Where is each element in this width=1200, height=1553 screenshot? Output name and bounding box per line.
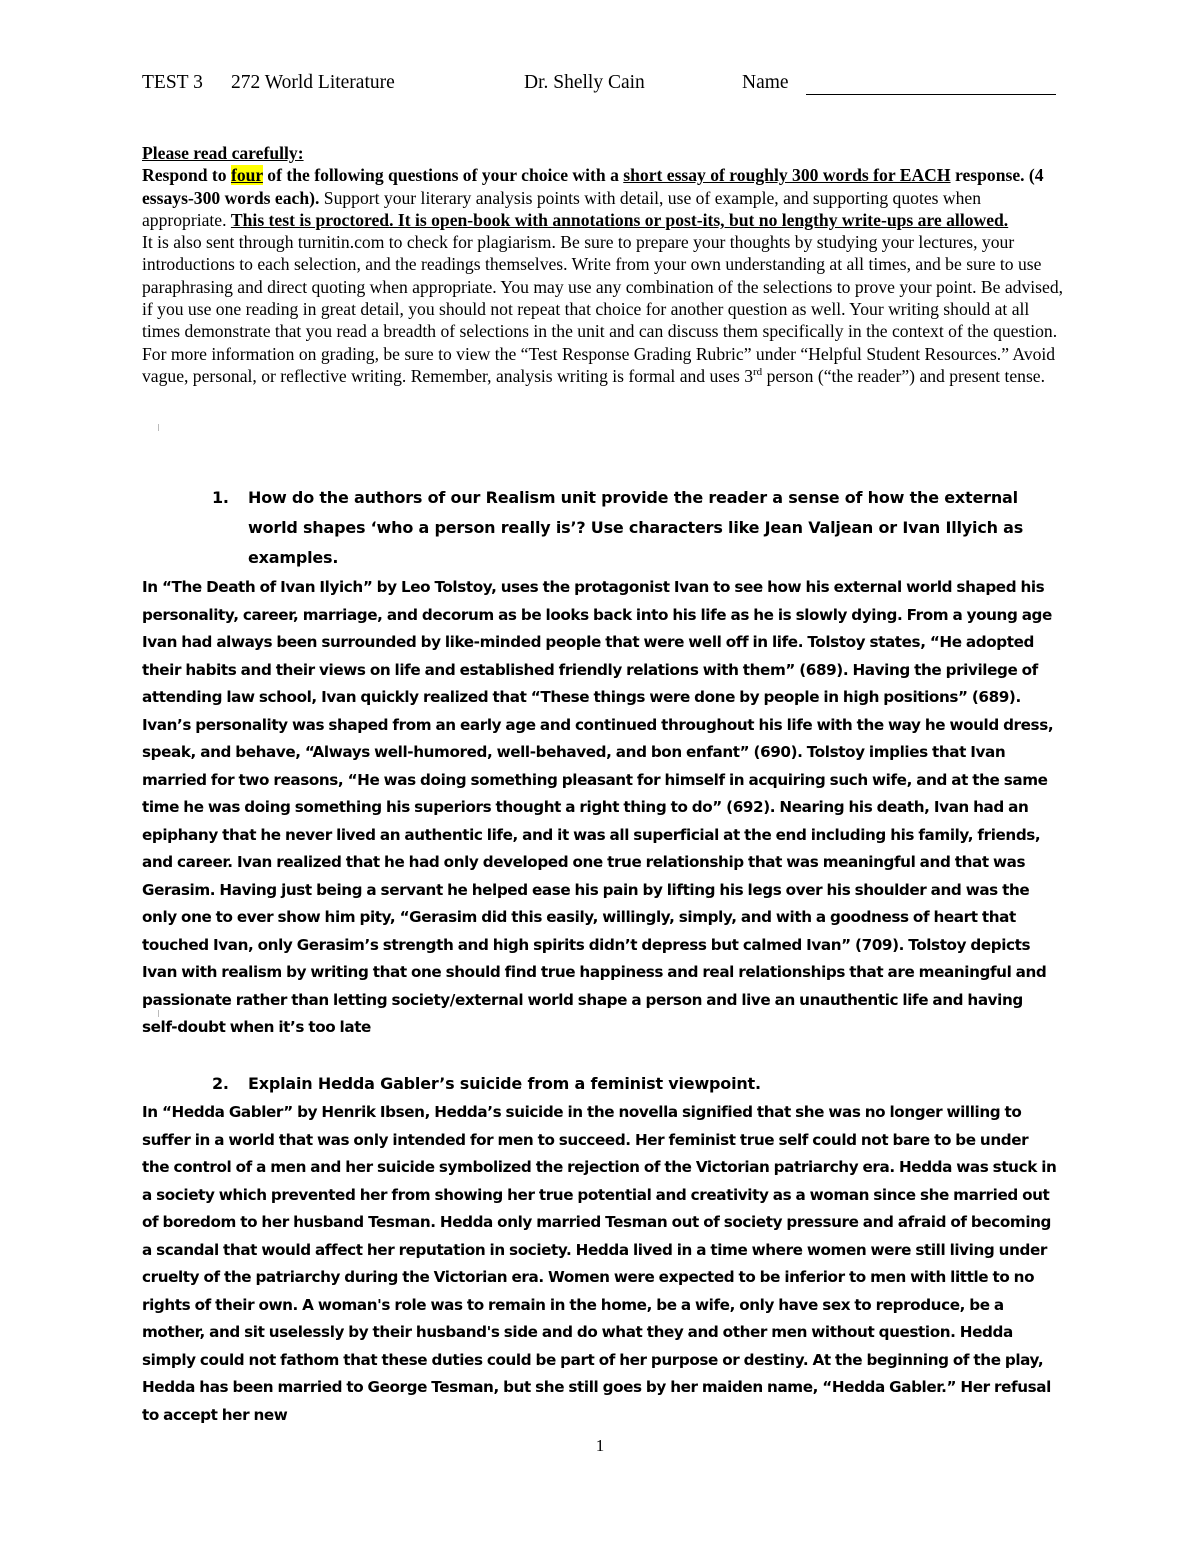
name-blank-line [806, 94, 1056, 95]
paragraph-mark [158, 1010, 159, 1017]
question-text: How do the authors of our Realism unit provide the reader a sense of how the external world shapes ‘who a person really is’? Use characters like Jean Valjean or Ivan Illyich as examples. [248, 488, 1024, 567]
answer-2: In “Hedda Gabler” by Henrik Ibsen, Hedda’s suicide in the novella signified that she was no longer willing to suffer in a world that was only intended for men to succeed. Her feminist true self could not bare to be under the control of a men and her suicide symbolized the rejection of the Victorian patriarchy era. Hedda was stuck in a society which prevented her from showing her true potential and creativity as a woman since she married out of boredom to her husband Tesman. Hedda only married Tesman out of society pressure and afraid of becoming a scandal that would affect her reputation in society. Hedda lived in a time where women were still living under cruelty of the patriarchy during the Victorian era. Women were expected to be inferior to men with little to no rights of their own. A woman's role was to remain in the home, be a wife, only have sex to reproduce, be a mother, and sit uselessly by their husband's side and do what they and other men without question. Hedda simply could not fathom that these duties could be part of her purpose or destiny. At the beginning of the play, Hedda has been married to George Tesman, but she still goes by her maiden name, “Hedda Gabler.” Her refusal to accept her new [142, 1103, 1057, 1424]
support-text: Support your literary analysis points with detail, use of example, and supporting quotes when appropriate. [142, 187, 981, 230]
proctored-notice: This test is proctored. It is open-book with annotations or post-its, but no lengthy write-ups are allowed. [230, 209, 1009, 230]
instructions-body-main: It is also sent through turnitin.com to check for plagiarism. Be sure to prepare your thoughts by studying your lectures, your introductions to each selection, and the readings themselves. Write from your own understanding at all times, and be sure to use paraphrasing and direct quoting when appropriate. You may use any combination of the selections to prove your point. Be advised, if you use one reading in great detail, you should not repeat that choice for another question as well. Your writing should at all times demonstrate that you read a breadth of selections in the unit and can discuss them specifically in the context of the question. For more information on grading, be sure to view the “Test Response Grading Rubric” under “Helpful Student Resources.” Avoid vague, personal, or reflective writing. Remember, analysis writing is formal and uses 3 [142, 232, 1064, 386]
course-title: 272 World Literature [231, 72, 395, 93]
answer-1: In “The Death of Ivan Ilyich” by Leo Tolstoy, uses the protagonist Ivan to see how his external world shaped his personality, career, marriage, and decorum as be looks back into his life as he is slowly dying. From a young age Ivan had always been surrounded by like-minded people that were well off in life. Tolstoy states, “He adopted their habits and their views on life and established friendly relations with them” (689). Having the privilege of attending law school, Ivan quickly realized that “These things were done by people in high positions” (689). Ivan’s personality was shaped from an early age and continued throughout his life with the way he would dress, speak, and behave, “Always well-humored, well-behaved, and bon enfant” (690). Tolstoy implies that Ivan married for two reasons, “He was doing something pleasant for himself in acquiring such wife, and at the same time he was doing something his superiors thought a right thing to do” (692). Nearing his death, Ivan had an epiphany that he never lived an authentic life, and it was all superficial at the end including his family, friends, and career. Ivan realized that he had only developed one true relationship that was meaningful and that was Gerasim. Having just being a servant he helped ease his pain by lifting his legs over his shoulder and was the only one to ever show him pity, “Gerasim did this easily, willingly, simply, and with a goodness of heart that touched Ivan, only Gerasim’s strength and high spirits didn’t depress but calmed Ivan” (709). Tolstoy depicts Ivan with realism by writing that one should find true happiness and real relationships that are meaningful and passionate rather than letting society/external world shape a person and live an unauthentic life and having self-doubt when it’s too late [142, 578, 1054, 1036]
name-label: Name [742, 72, 789, 93]
test-header [142, 72, 1062, 102]
instructions-paragraph [142, 164, 1064, 231]
question-text: Explain Hedda Gabler’s suicide from a feminist viewpoint. [248, 1074, 761, 1093]
respond-suffix: response. (4 essays-300 words each). [142, 165, 1044, 208]
question-number: 1. [212, 488, 229, 507]
test-number: TEST 3 [142, 72, 203, 93]
instructions-block [142, 142, 1064, 387]
respond-prefix: Respond to [142, 165, 231, 186]
ordinal-superscript: rd [753, 366, 763, 379]
professor-name: Dr. Shelly Cain [524, 72, 645, 93]
question-1 [212, 483, 1058, 573]
instructions-body-end: person (“the reader”) and present tense. [762, 365, 1045, 386]
instructions-body [142, 231, 1064, 387]
question-2 [212, 1069, 1058, 1099]
instructions-heading: Please read carefully: [142, 143, 304, 163]
short-essay-requirement: short essay of roughly 300 words for EACH [623, 165, 951, 186]
paragraph-mark [158, 424, 159, 431]
question-number: 2. [212, 1074, 229, 1093]
page-number: 1 [595, 1436, 605, 1455]
highlighted-four: four [230, 165, 263, 186]
respond-middle: of the following questions of your choice with a [262, 165, 624, 186]
